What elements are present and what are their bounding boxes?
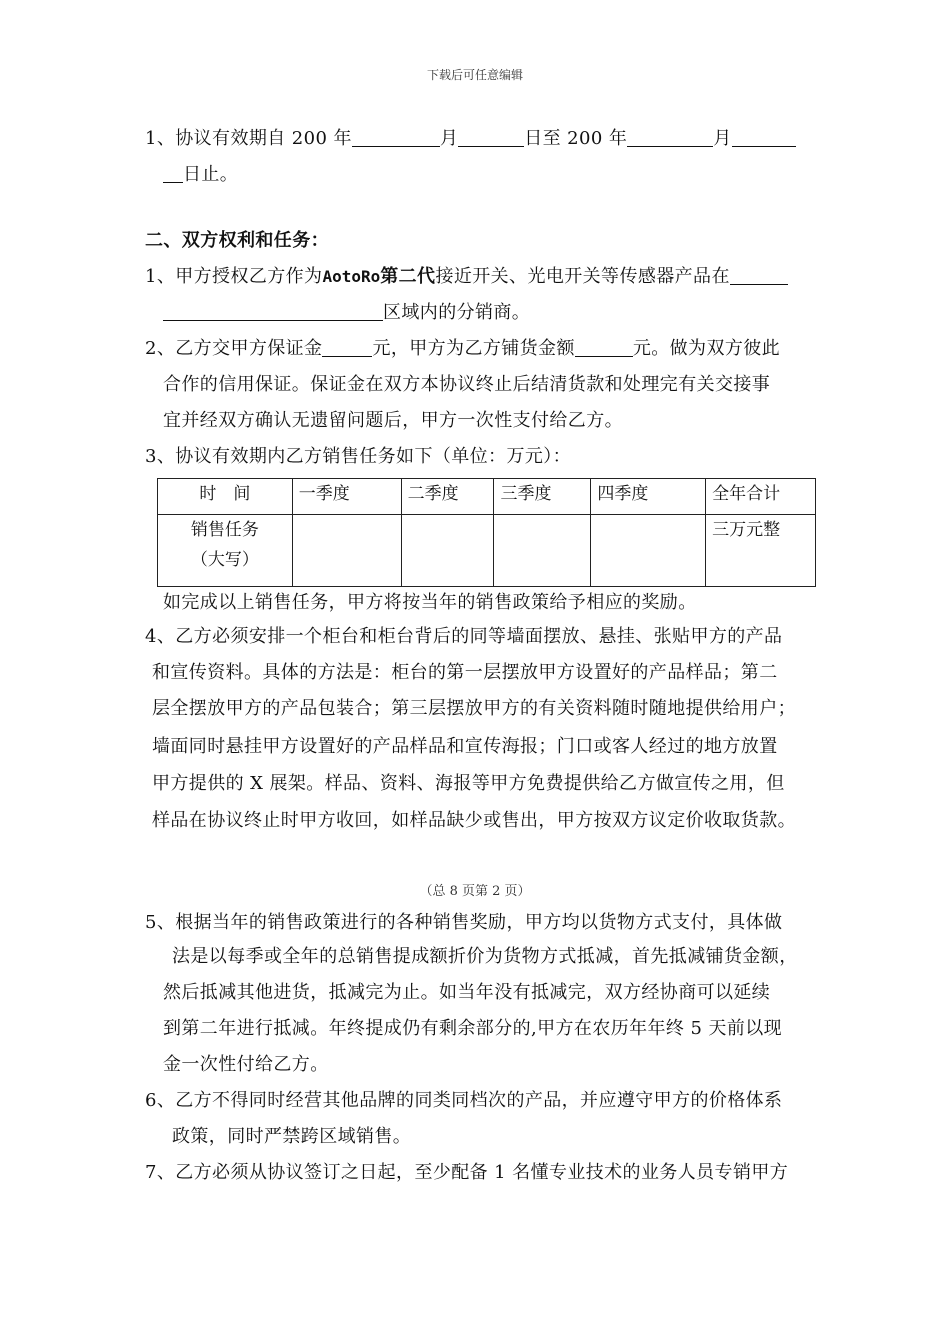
auth-text-c: 区域内的分销商。 — [383, 302, 531, 323]
clause-display-line6: 样品在协议终止时甲方收回，如样品缺少或售出，甲方按双方议定价收取货款。 — [152, 810, 796, 831]
clause-display-line2: 和宣传资料。具体的方法是：柜台的第一层摆放甲方设置好的产品样品；第二 — [152, 662, 778, 683]
clause-reward-line2: 法是以每季或全年的总销售提成额折价为货物方式抵减，首先抵减铺货金额， — [172, 946, 798, 967]
validity-text-b: 月 — [439, 128, 459, 149]
deposit-text-b: 元，甲方为乙方铺货金额 — [372, 338, 575, 359]
blank-end-month[interactable] — [627, 128, 713, 147]
clause-exclusivity-line2: 政策，同时严禁跨区域销售。 — [172, 1126, 412, 1147]
clause-deposit-line2: 合作的信用保证。保证金在双方本协议终止后结清货款和处理完有关交接事 — [163, 374, 771, 395]
clause-reward-line5: 金一次性付给乙方。 — [163, 1054, 329, 1075]
row-label — [158, 515, 293, 587]
auth-text-b: 接近开关、光电开关等传感器产品在 — [435, 266, 730, 287]
blank-end-day-b[interactable] — [163, 164, 183, 183]
auth-text-a: 1、甲方授权乙方作为 — [145, 266, 323, 287]
generation-label: 第二代 — [380, 266, 436, 287]
page-header: 下载后可任意编辑 — [426, 68, 523, 82]
blank-start-month[interactable] — [352, 128, 440, 147]
header-time: 时 间 — [158, 479, 293, 515]
clause-staffing-line1: 7、乙方必须从协议签订之日起，至少配备 1 名懂专业技术的业务人员专销甲方 — [145, 1162, 789, 1183]
validity-text-d: 月 — [713, 128, 732, 149]
row-label-line1: 销售任务 — [190, 520, 259, 540]
clause-display-line5: 甲方提供的 X 展架。样品、资料、海报等甲方免费提供给乙方做宣传之用，但 — [152, 773, 785, 794]
table-row — [158, 515, 816, 587]
brand-name: AotoRo — [322, 267, 381, 286]
section-title: 二、双方权利和任务： — [145, 230, 329, 251]
deposit-text-a: 2、乙方交甲方保证金 — [145, 338, 323, 359]
cell-q4[interactable] — [591, 515, 706, 587]
header-annual-total: 全年合计 — [706, 479, 816, 515]
clause-reward-line1: 5、根据当年的销售政策进行的各种销售奖励，甲方均以货物方式支付，具体做 — [145, 912, 783, 933]
table-header-row — [158, 479, 816, 515]
blank-region-a[interactable] — [730, 266, 788, 285]
clause-display-line4: 墙面同时悬挂甲方设置好的产品样品和宣传海报；门口或客人经过的地方放置 — [152, 736, 778, 757]
clause-authorization-line2 — [163, 302, 530, 324]
clause-authorization-line1 — [145, 266, 788, 288]
clause-display-line3: 层全摆放甲方的产品包装合；第三层摆放甲方的有关资料随时随地提供给用户； — [152, 698, 796, 719]
validity-clause-line1 — [145, 128, 796, 150]
blank-stock-amount[interactable] — [575, 338, 633, 357]
clause-deposit-line1 — [145, 338, 780, 360]
page-number: （总 8 页第 2 页） — [419, 884, 531, 899]
clause-reward-line3: 然后抵减其他进货，抵减完为止。如当年没有抵减完，双方经协商可以延续 — [163, 982, 771, 1003]
cell-q2[interactable] — [401, 515, 494, 587]
header-q2: 二季度 — [401, 479, 494, 515]
blank-start-day[interactable] — [458, 128, 524, 147]
header-q3: 三季度 — [494, 479, 591, 515]
row-label-line2: （大写） — [190, 550, 259, 570]
validity-clause-line2 — [163, 164, 238, 186]
clause-exclusivity-line1: 6、乙方不得同时经营其他品牌的同类同档次的产品，并应遵守甲方的价格体系 — [145, 1090, 783, 1111]
cell-q3[interactable] — [494, 515, 591, 587]
clause-deposit-line3: 宜并经双方确认无遗留问题后，甲方一次性支付给乙方。 — [163, 410, 623, 431]
clause-display-line1: 4、乙方必须安排一个柜台和柜台背后的同等墙面摆放、悬挂、张贴甲方的产品 — [145, 626, 783, 647]
blank-region-b[interactable] — [163, 302, 383, 321]
cell-q1[interactable] — [292, 515, 401, 587]
sales-task-table — [157, 478, 816, 587]
deposit-text-c: 元。做为双方彼此 — [632, 338, 781, 359]
header-q1: 一季度 — [292, 479, 401, 515]
validity-text-e: 日止。 — [183, 164, 239, 185]
clause-reward-line4: 到第二年进行抵减。年终提成仍有剩余部分的,甲方在农历年年终 5 天前以现 — [163, 1018, 783, 1039]
header-q4: 四季度 — [591, 479, 706, 515]
blank-end-day-a[interactable] — [732, 128, 796, 147]
blank-deposit-amount[interactable] — [322, 338, 372, 357]
validity-text-a: 1、协议有效期自 200 年 — [145, 128, 352, 149]
cell-total: 三万元整 — [706, 515, 816, 587]
clause-sales-task: 3、协议有效期内乙方销售任务如下（单位：万元）： — [145, 446, 572, 467]
validity-text-c: 日至 200 年 — [524, 128, 628, 149]
sales-task-note: 如完成以上销售任务，甲方将按当年的销售政策给予相应的奖励。 — [163, 592, 697, 613]
